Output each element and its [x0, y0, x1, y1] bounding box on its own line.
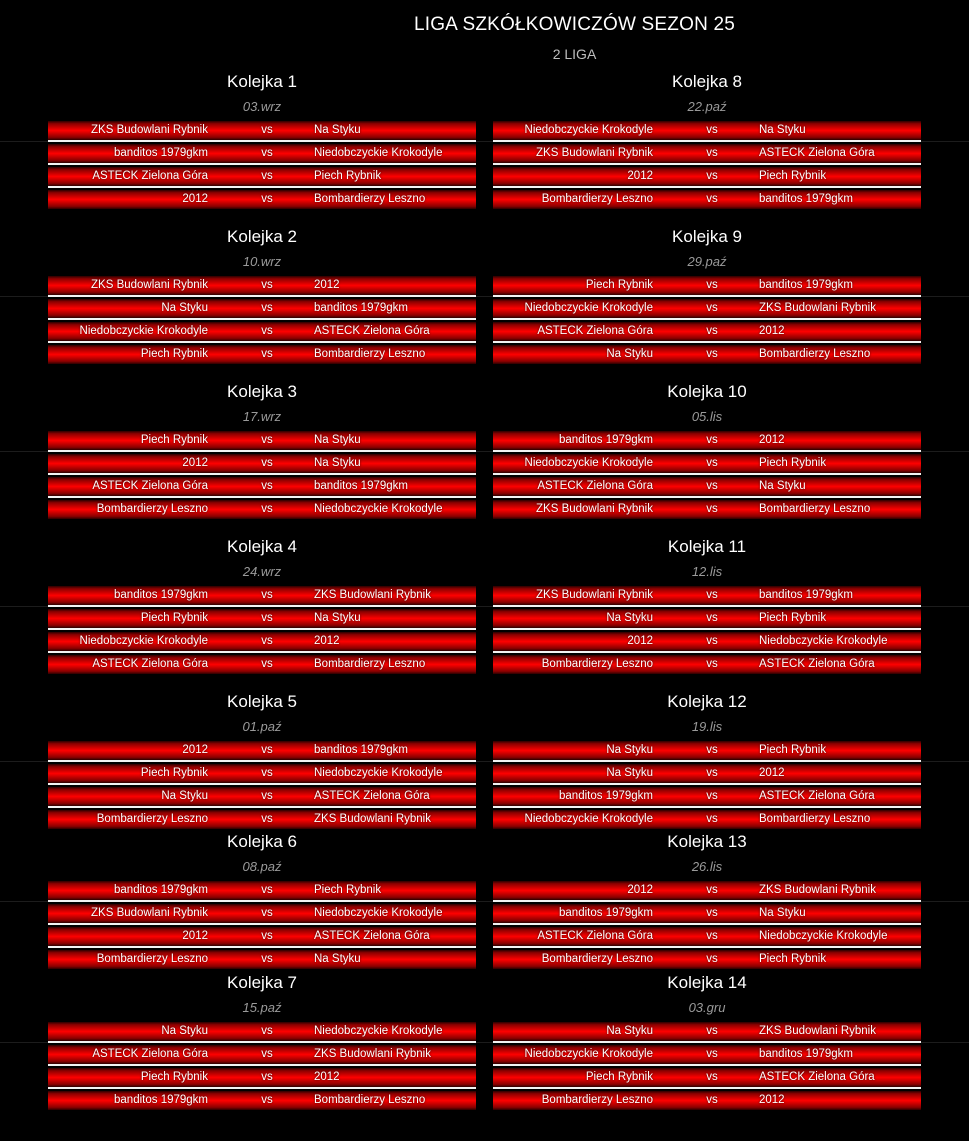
round-date: 12.lis [691, 564, 723, 579]
away-team: Na Styku [314, 612, 361, 624]
away-team: Na Styku [314, 953, 361, 965]
match-row [493, 121, 921, 142]
match-row [48, 477, 476, 498]
away-team: ASTECK Zielona Góra [759, 147, 875, 159]
away-team: Piech Rybnik [759, 612, 827, 624]
away-team: 2012 [759, 1094, 785, 1106]
away-team: Piech Rybnik [759, 953, 827, 965]
home-team: Na Styku [606, 1025, 653, 1037]
vs-label: vs [261, 348, 273, 360]
home-team: banditos 1979gkm [559, 907, 653, 919]
vs-label: vs [261, 658, 273, 670]
vs-label: vs [261, 790, 273, 802]
match-row [493, 950, 921, 969]
vs-label: vs [706, 907, 718, 919]
vs-label: vs [261, 767, 273, 779]
vs-label: vs [261, 953, 273, 965]
match-row [493, 167, 921, 188]
vs-label: vs [706, 503, 718, 515]
vs-label: vs [261, 457, 273, 469]
home-team: Piech Rybnik [140, 767, 208, 779]
home-team: ASTECK Zielona Góra [92, 1048, 208, 1060]
match-row [493, 144, 921, 165]
match-row [48, 345, 476, 364]
vs-label: vs [706, 589, 718, 601]
match-row [493, 632, 921, 653]
home-team: ASTECK Zielona Góra [92, 170, 208, 182]
away-team: banditos 1979gkm [759, 589, 853, 601]
match-row [48, 810, 476, 829]
match-row [493, 586, 921, 607]
home-team: Piech Rybnik [140, 434, 208, 446]
vs-label: vs [706, 1094, 718, 1106]
away-team: ASTECK Zielona Góra [759, 658, 875, 670]
round-date: 03.gru [688, 1000, 726, 1015]
match-row [48, 167, 476, 188]
match-row [48, 950, 476, 969]
vs-label: vs [706, 635, 718, 647]
round-title: Kolejka 9 [672, 227, 742, 246]
home-team: ASTECK Zielona Góra [537, 325, 653, 337]
away-team: Piech Rybnik [314, 884, 382, 896]
match-row [48, 190, 476, 209]
away-team: Niedobczyckie Krokodyle [759, 635, 888, 647]
home-team: Piech Rybnik [585, 279, 653, 291]
round-title: Kolejka 6 [227, 832, 297, 851]
home-team: Piech Rybnik [140, 348, 208, 360]
away-team: ASTECK Zielona Góra [759, 1071, 875, 1083]
home-team: ZKS Budowlani Rybnik [91, 907, 208, 919]
away-team: 2012 [314, 1071, 340, 1083]
round-date: 24.wrz [242, 564, 282, 579]
round-title: Kolejka 11 [667, 537, 747, 556]
match-row [48, 586, 476, 607]
away-team: Bombardierzy Leszno [314, 348, 426, 360]
vs-label: vs [261, 907, 273, 919]
home-team: banditos 1979gkm [114, 147, 208, 159]
match-row [48, 454, 476, 475]
home-team: ZKS Budowlani Rybnik [536, 503, 653, 515]
away-team: Niedobczyckie Krokodyle [314, 147, 443, 159]
match-row [493, 787, 921, 808]
vs-label: vs [261, 612, 273, 624]
round-title: Kolejka 7 [227, 973, 297, 992]
round-date: 10.wrz [242, 254, 282, 269]
vs-label: vs [261, 434, 273, 446]
vs-label: vs [706, 790, 718, 802]
vs-label: vs [706, 457, 718, 469]
vs-label: vs [706, 813, 718, 825]
away-team: ZKS Budowlani Rybnik [314, 1048, 431, 1060]
vs-label: vs [261, 480, 273, 492]
vs-label: vs [706, 1071, 718, 1083]
vs-label: vs [261, 930, 273, 942]
away-team: Bombardierzy Leszno [759, 813, 871, 825]
vs-label: vs [261, 1094, 273, 1106]
match-row [493, 881, 921, 902]
match-row [493, 322, 921, 343]
away-team: Bombardierzy Leszno [314, 193, 426, 205]
match-row [48, 1091, 476, 1110]
away-team: Na Styku [314, 457, 361, 469]
round-title: Kolejka 4 [227, 537, 297, 556]
match-row [493, 609, 921, 630]
vs-label: vs [261, 1071, 273, 1083]
match-row [48, 431, 476, 452]
match-row [493, 904, 921, 925]
vs-label: vs [706, 348, 718, 360]
home-team: Bombardierzy Leszno [96, 503, 208, 515]
home-team: Piech Rybnik [585, 1071, 653, 1083]
match-row [493, 741, 921, 762]
round-date: 05.lis [691, 409, 723, 424]
home-team: Na Styku [606, 767, 653, 779]
vs-label: vs [706, 612, 718, 624]
away-team: Piech Rybnik [759, 457, 827, 469]
away-team: 2012 [759, 325, 785, 337]
match-row [48, 609, 476, 630]
vs-label: vs [261, 589, 273, 601]
vs-label: vs [261, 147, 273, 159]
vs-label: vs [261, 744, 273, 756]
home-team: 2012 [182, 457, 208, 469]
home-team: Na Styku [606, 744, 653, 756]
match-row [48, 144, 476, 165]
match-row [48, 121, 476, 142]
home-team: Bombardierzy Leszno [541, 193, 653, 205]
match-row [493, 810, 921, 829]
away-team: Niedobczyckie Krokodyle [314, 1025, 443, 1037]
match-row [493, 655, 921, 674]
vs-label: vs [261, 124, 273, 136]
home-team: Bombardierzy Leszno [541, 953, 653, 965]
away-team: banditos 1979gkm [314, 744, 408, 756]
away-team: banditos 1979gkm [759, 1048, 853, 1060]
home-team: Na Styku [161, 1025, 208, 1037]
vs-label: vs [261, 503, 273, 515]
away-team: ZKS Budowlani Rybnik [759, 302, 876, 314]
away-team: Na Styku [314, 124, 361, 136]
home-team: banditos 1979gkm [559, 790, 653, 802]
home-team: Na Styku [161, 790, 208, 802]
away-team: Na Styku [759, 907, 806, 919]
match-row [48, 299, 476, 320]
away-team: banditos 1979gkm [759, 193, 853, 205]
vs-label: vs [261, 1025, 273, 1037]
vs-label: vs [261, 170, 273, 182]
home-team: ZKS Budowlani Rybnik [536, 589, 653, 601]
home-team: 2012 [627, 635, 653, 647]
vs-label: vs [261, 193, 273, 205]
away-team: Bombardierzy Leszno [759, 348, 871, 360]
home-team: Niedobczyckie Krokodyle [79, 325, 208, 337]
vs-label: vs [261, 302, 273, 314]
vs-label: vs [706, 124, 718, 136]
match-row [48, 500, 476, 519]
match-row [48, 276, 476, 297]
home-team: Bombardierzy Leszno [541, 1094, 653, 1106]
match-row [493, 454, 921, 475]
away-team: ZKS Budowlani Rybnik [314, 813, 431, 825]
vs-label: vs [706, 147, 718, 159]
vs-label: vs [706, 658, 718, 670]
home-team: ZKS Budowlani Rybnik [536, 147, 653, 159]
away-team: Niedobczyckie Krokodyle [314, 907, 443, 919]
home-team: Na Styku [606, 348, 653, 360]
match-row [48, 1045, 476, 1066]
home-team: Bombardierzy Leszno [96, 953, 208, 965]
match-row [48, 1022, 476, 1043]
round-date: 26.lis [691, 859, 723, 874]
away-team: banditos 1979gkm [314, 480, 408, 492]
vs-label: vs [261, 325, 273, 337]
vs-label: vs [261, 1048, 273, 1060]
vs-label: vs [706, 953, 718, 965]
match-row [493, 190, 921, 209]
vs-label: vs [706, 930, 718, 942]
away-team: Niedobczyckie Krokodyle [759, 930, 888, 942]
round-date: 03.wrz [242, 99, 282, 114]
match-row [493, 477, 921, 498]
home-team: Bombardierzy Leszno [541, 658, 653, 670]
home-team: ZKS Budowlani Rybnik [91, 124, 208, 136]
round-date: 08.paź [242, 859, 282, 874]
home-team: banditos 1979gkm [114, 589, 208, 601]
match-row [48, 655, 476, 674]
home-team: Niedobczyckie Krokodyle [524, 457, 653, 469]
round-title: Kolejka 8 [672, 72, 742, 91]
home-team: 2012 [627, 170, 653, 182]
vs-label: vs [706, 302, 718, 314]
match-row [48, 764, 476, 785]
match-row [493, 299, 921, 320]
vs-label: vs [706, 170, 718, 182]
round-title: Kolejka 2 [227, 227, 297, 246]
away-team: banditos 1979gkm [314, 302, 408, 314]
away-team: Piech Rybnik [759, 744, 827, 756]
vs-label: vs [706, 325, 718, 337]
round-date: 22.paź [687, 99, 727, 114]
match-row [493, 927, 921, 948]
away-team: ASTECK Zielona Góra [759, 790, 875, 802]
away-team: Na Styku [759, 124, 806, 136]
match-row [48, 787, 476, 808]
match-row [493, 1091, 921, 1110]
away-team: ASTECK Zielona Góra [314, 325, 430, 337]
match-row [48, 927, 476, 948]
vs-label: vs [261, 813, 273, 825]
home-team: 2012 [182, 744, 208, 756]
round-title: Kolejka 3 [227, 382, 297, 401]
home-team: 2012 [182, 193, 208, 205]
match-row [48, 322, 476, 343]
vs-label: vs [706, 1048, 718, 1060]
match-row [48, 741, 476, 762]
home-team: Niedobczyckie Krokodyle [79, 635, 208, 647]
match-row [493, 276, 921, 297]
away-team: Niedobczyckie Krokodyle [314, 503, 443, 515]
away-team: Na Styku [314, 434, 361, 446]
round-date: 19.lis [691, 719, 723, 734]
away-team: Bombardierzy Leszno [759, 503, 871, 515]
home-team: Na Styku [161, 302, 208, 314]
home-team: Na Styku [606, 612, 653, 624]
vs-label: vs [706, 1025, 718, 1037]
round-title: Kolejka 1 [227, 72, 297, 91]
match-row [493, 431, 921, 452]
page-subtitle: 2 LIGA [552, 46, 597, 62]
home-team: Piech Rybnik [140, 1071, 208, 1083]
match-row [493, 1068, 921, 1089]
match-row [493, 500, 921, 519]
home-team: 2012 [182, 930, 208, 942]
vs-label: vs [706, 279, 718, 291]
match-row [493, 1045, 921, 1066]
match-row [493, 764, 921, 785]
away-team: Na Styku [759, 480, 806, 492]
home-team: ASTECK Zielona Góra [92, 658, 208, 670]
away-team: 2012 [314, 635, 340, 647]
round-title: Kolejka 12 [667, 692, 747, 711]
home-team: ASTECK Zielona Góra [92, 480, 208, 492]
round-title: Kolejka 5 [227, 692, 297, 711]
vs-label: vs [706, 480, 718, 492]
home-team: ASTECK Zielona Góra [537, 480, 653, 492]
away-team: 2012 [759, 767, 785, 779]
away-team: Piech Rybnik [759, 170, 827, 182]
away-team: ASTECK Zielona Góra [314, 930, 430, 942]
away-team: banditos 1979gkm [759, 279, 853, 291]
round-title: Kolejka 10 [667, 382, 747, 401]
home-team: banditos 1979gkm [114, 884, 208, 896]
match-row [493, 1022, 921, 1043]
vs-label: vs [706, 434, 718, 446]
home-team: banditos 1979gkm [114, 1094, 208, 1106]
away-team: ZKS Budowlani Rybnik [759, 1025, 876, 1037]
round-title: Kolejka 13 [667, 832, 747, 851]
home-team: ZKS Budowlani Rybnik [91, 279, 208, 291]
home-team: Niedobczyckie Krokodyle [524, 124, 653, 136]
home-team: Niedobczyckie Krokodyle [524, 302, 653, 314]
vs-label: vs [706, 744, 718, 756]
away-team: 2012 [759, 434, 785, 446]
match-row [48, 1068, 476, 1089]
vs-label: vs [261, 635, 273, 647]
home-team: ASTECK Zielona Góra [537, 930, 653, 942]
vs-label: vs [261, 884, 273, 896]
home-team: Niedobczyckie Krokodyle [524, 1048, 653, 1060]
match-row [48, 881, 476, 902]
home-team: Piech Rybnik [140, 612, 208, 624]
home-team: Bombardierzy Leszno [96, 813, 208, 825]
vs-label: vs [706, 767, 718, 779]
page-title: LIGA SZKÓŁKOWICZÓW SEZON 25 [413, 14, 736, 35]
away-team: Niedobczyckie Krokodyle [314, 767, 443, 779]
home-team: banditos 1979gkm [559, 434, 653, 446]
match-row [48, 632, 476, 653]
away-team: ZKS Budowlani Rybnik [314, 589, 431, 601]
match-row [493, 345, 921, 364]
round-date: 01.paź [242, 719, 282, 734]
away-team: ZKS Budowlani Rybnik [759, 884, 876, 896]
home-team: 2012 [627, 884, 653, 896]
vs-label: vs [261, 279, 273, 291]
round-date: 29.paź [687, 254, 727, 269]
away-team: Piech Rybnik [314, 170, 382, 182]
round-date: 15.paź [242, 1000, 282, 1015]
vs-label: vs [706, 193, 718, 205]
away-team: Bombardierzy Leszno [314, 1094, 426, 1106]
home-team: Niedobczyckie Krokodyle [524, 813, 653, 825]
away-team: ASTECK Zielona Góra [314, 790, 430, 802]
away-team: Bombardierzy Leszno [314, 658, 426, 670]
vs-label: vs [706, 884, 718, 896]
away-team: 2012 [314, 279, 340, 291]
round-date: 17.wrz [242, 409, 282, 424]
round-title: Kolejka 14 [667, 973, 747, 992]
match-row [48, 904, 476, 925]
